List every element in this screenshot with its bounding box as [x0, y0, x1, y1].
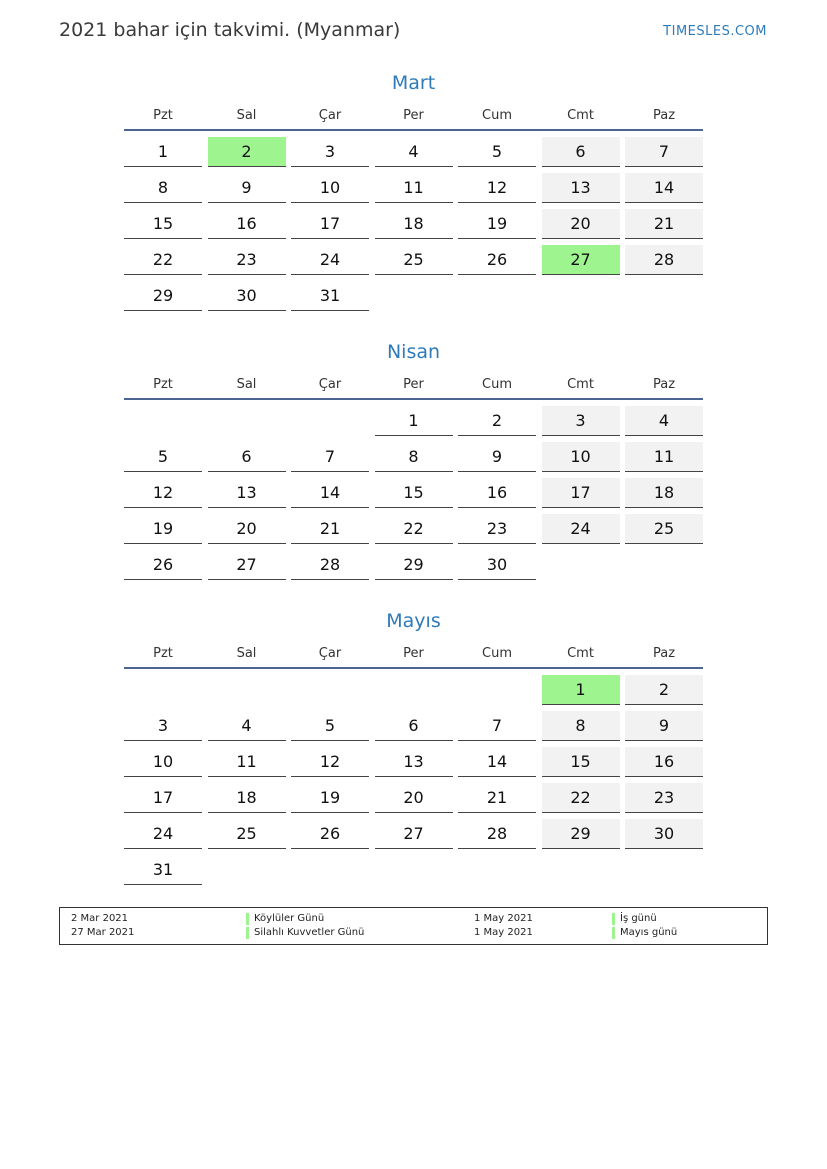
day-cell[interactable]: 16 — [625, 747, 703, 777]
legend-name: Mayıs günü — [620, 927, 678, 938]
weekday-header — [124, 371, 703, 398]
day-cell[interactable]: 31 — [124, 855, 202, 885]
day-cell[interactable]: 12 — [291, 747, 369, 777]
day-cell[interactable]: 6 — [208, 442, 286, 472]
empty-cell — [291, 406, 369, 436]
weekday-label: Pzt — [153, 377, 173, 392]
day-cell[interactable]: 22 — [375, 514, 453, 544]
weekday-label: Çar — [318, 108, 342, 123]
weekday-label: Cmt — [567, 108, 594, 123]
day-cell[interactable]: 13 — [208, 478, 286, 508]
month-march — [124, 68, 703, 311]
day-cell[interactable]: 8 — [375, 442, 453, 472]
weekday-header — [124, 640, 703, 667]
empty-cell — [208, 406, 286, 436]
day-cell[interactable]: 19 — [291, 783, 369, 813]
day-cell[interactable]: 5 — [291, 711, 369, 741]
empty-cell — [124, 675, 202, 705]
legend-color-swatch — [612, 913, 615, 925]
weekday-label: Paz — [652, 108, 676, 123]
legend-name: Silahlı Kuvvetler Günü — [254, 927, 365, 938]
day-cell[interactable]: 12 — [458, 173, 536, 203]
day-cell[interactable]: 26 — [291, 819, 369, 849]
weekday-label: Sal — [236, 646, 257, 661]
month-title: Mart — [391, 72, 436, 94]
day-cell[interactable]: 18 — [625, 478, 703, 508]
weekday-label: Çar — [318, 377, 342, 392]
day-cell[interactable]: 5 — [124, 442, 202, 472]
day-cell[interactable]: 31 — [291, 281, 369, 311]
weekday-label: Per — [403, 646, 424, 661]
day-cell[interactable]: 2 — [625, 675, 703, 705]
empty-cell — [208, 675, 286, 705]
day-cell[interactable]: 21 — [291, 514, 369, 544]
holiday-day-cell[interactable]: 1 — [542, 675, 620, 705]
brand-link[interactable]: TIMESLES.COM — [663, 24, 767, 39]
weekday-label: Pzt — [153, 646, 173, 661]
day-cell[interactable]: 4 — [375, 137, 453, 167]
weekday-label: Cum — [482, 646, 512, 661]
holiday-legend — [59, 907, 768, 945]
month-title: Nisan — [386, 341, 441, 363]
day-cell[interactable]: 9 — [458, 442, 536, 472]
legend-color-swatch — [246, 913, 249, 925]
day-cell[interactable]: 11 — [375, 173, 453, 203]
day-cell[interactable]: 15 — [542, 747, 620, 777]
weekday-label: Sal — [236, 377, 257, 392]
day-cell[interactable]: 11 — [625, 442, 703, 472]
day-cell[interactable]: 2 — [458, 406, 536, 436]
empty-cell — [291, 675, 369, 705]
month-title: Mayıs — [386, 610, 441, 632]
day-cell[interactable]: 29 — [542, 819, 620, 849]
day-cell[interactable]: 26 — [458, 245, 536, 275]
day-cell[interactable]: 10 — [291, 173, 369, 203]
day-cell[interactable]: 20 — [208, 514, 286, 544]
day-cell[interactable]: 25 — [375, 245, 453, 275]
day-cell[interactable]: 23 — [208, 245, 286, 275]
day-cell[interactable]: 24 — [124, 819, 202, 849]
day-cell[interactable]: 17 — [124, 783, 202, 813]
day-cell[interactable]: 21 — [625, 209, 703, 239]
weekday-label: Cum — [482, 108, 512, 123]
weekday-label: Paz — [652, 646, 676, 661]
day-cell[interactable]: 14 — [625, 173, 703, 203]
weekday-label: Per — [403, 377, 424, 392]
day-cell[interactable]: 30 — [458, 550, 536, 580]
weekday-label: Pzt — [153, 108, 173, 123]
legend-color-swatch — [612, 927, 615, 939]
day-cell[interactable]: 23 — [625, 783, 703, 813]
day-cell[interactable]: 23 — [458, 514, 536, 544]
day-cell[interactable]: 8 — [124, 173, 202, 203]
day-cell[interactable]: 27 — [208, 550, 286, 580]
day-cell[interactable]: 28 — [291, 550, 369, 580]
day-cell[interactable]: 1 — [375, 406, 453, 436]
header-divider — [124, 667, 703, 669]
day-cell[interactable]: 7 — [458, 711, 536, 741]
day-cell[interactable]: 14 — [291, 478, 369, 508]
weekday-label: Cmt — [567, 646, 594, 661]
day-cell[interactable]: 10 — [124, 747, 202, 777]
day-cell[interactable]: 3 — [542, 406, 620, 436]
legend-date: 27 Mar 2021 — [71, 927, 135, 938]
day-cell[interactable]: 24 — [542, 514, 620, 544]
day-cell[interactable]: 6 — [542, 137, 620, 167]
day-grid — [124, 137, 703, 311]
day-cell[interactable]: 1 — [124, 137, 202, 167]
legend-date: 2 Mar 2021 — [71, 913, 129, 924]
day-cell[interactable]: 17 — [291, 209, 369, 239]
weekday-label: Paz — [652, 377, 676, 392]
day-cell[interactable]: 26 — [124, 550, 202, 580]
day-cell[interactable]: 9 — [208, 173, 286, 203]
day-cell[interactable]: 3 — [291, 137, 369, 167]
weekday-header — [124, 102, 703, 129]
day-cell[interactable]: 7 — [625, 137, 703, 167]
day-cell[interactable]: 16 — [458, 478, 536, 508]
day-cell[interactable]: 29 — [375, 550, 453, 580]
day-cell[interactable]: 13 — [542, 173, 620, 203]
day-cell[interactable]: 29 — [124, 281, 202, 311]
legend-name: Köylüler Günü — [254, 913, 325, 924]
day-cell[interactable]: 20 — [375, 783, 453, 813]
day-cell[interactable]: 17 — [542, 478, 620, 508]
day-cell[interactable]: 14 — [458, 747, 536, 777]
day-cell[interactable]: 22 — [124, 245, 202, 275]
day-cell[interactable]: 27 — [375, 819, 453, 849]
day-cell[interactable]: 11 — [208, 747, 286, 777]
day-cell[interactable]: 6 — [375, 711, 453, 741]
day-cell[interactable]: 15 — [375, 478, 453, 508]
day-cell[interactable]: 10 — [542, 442, 620, 472]
day-grid — [124, 406, 703, 580]
holiday-day-cell[interactable]: 27 — [542, 245, 620, 275]
weekday-label: Sal — [236, 108, 257, 123]
weekday-label: Cum — [482, 377, 512, 392]
day-cell[interactable]: 24 — [291, 245, 369, 275]
day-cell[interactable]: 19 — [458, 209, 536, 239]
weekday-label: Per — [403, 108, 424, 123]
day-cell[interactable]: 30 — [208, 281, 286, 311]
month-april — [124, 337, 703, 580]
day-cell[interactable]: 22 — [542, 783, 620, 813]
day-cell[interactable]: 19 — [124, 514, 202, 544]
day-cell[interactable]: 7 — [291, 442, 369, 472]
holiday-day-cell[interactable]: 2 — [208, 137, 286, 167]
day-cell[interactable]: 20 — [542, 209, 620, 239]
day-cell[interactable]: 15 — [124, 209, 202, 239]
day-cell[interactable]: 13 — [375, 747, 453, 777]
day-grid — [124, 675, 703, 885]
day-cell[interactable]: 25 — [625, 514, 703, 544]
day-cell[interactable]: 8 — [542, 711, 620, 741]
empty-cell — [124, 406, 202, 436]
weekday-label: Çar — [318, 646, 342, 661]
month-may — [124, 606, 703, 885]
day-cell[interactable]: 3 — [124, 711, 202, 741]
day-cell[interactable]: 18 — [208, 783, 286, 813]
empty-cell — [375, 675, 453, 705]
header-divider — [124, 398, 703, 400]
day-cell[interactable]: 30 — [625, 819, 703, 849]
header-divider — [124, 129, 703, 131]
day-cell[interactable]: 4 — [208, 711, 286, 741]
day-cell[interactable]: 9 — [625, 711, 703, 741]
empty-cell — [458, 675, 536, 705]
legend-date: 1 May 2021 — [474, 913, 533, 924]
legend-name: İş günü — [620, 913, 657, 924]
day-cell[interactable]: 28 — [458, 819, 536, 849]
day-cell[interactable]: 25 — [208, 819, 286, 849]
weekday-label: Cmt — [567, 377, 594, 392]
day-cell[interactable]: 28 — [625, 245, 703, 275]
page-title: 2021 bahar için takvimi. (Myanmar) — [59, 19, 401, 41]
day-cell[interactable]: 5 — [458, 137, 536, 167]
day-cell[interactable]: 4 — [625, 406, 703, 436]
legend-color-swatch — [246, 927, 249, 939]
day-cell[interactable]: 21 — [458, 783, 536, 813]
day-cell[interactable]: 12 — [124, 478, 202, 508]
legend-date: 1 May 2021 — [474, 927, 533, 938]
day-cell[interactable]: 18 — [375, 209, 453, 239]
day-cell[interactable]: 16 — [208, 209, 286, 239]
